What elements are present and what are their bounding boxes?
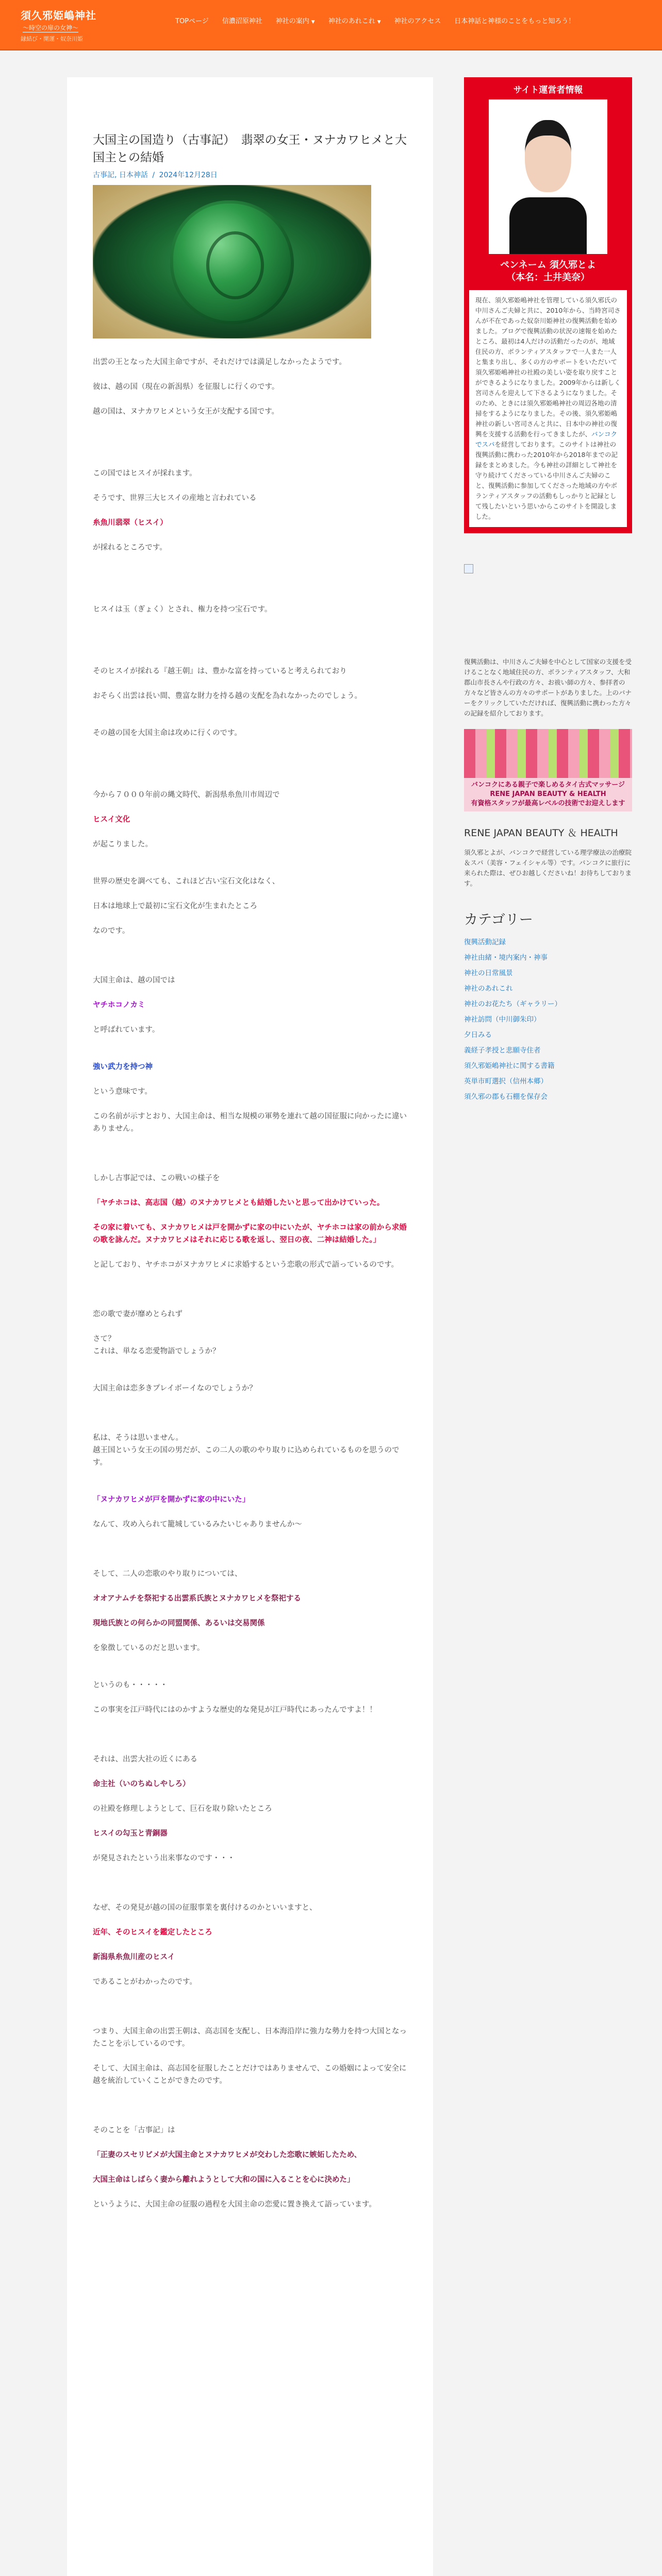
paragraph: 大国主命は恋多きプレイボーイなのでしょうか？ [93,1384,257,1393]
category-item[interactable]: 須久邪の郡も石棚を保存会 [464,1093,548,1101]
paragraph: が発見されたという出来事なのです・・・ [93,1854,235,1862]
paragraph: 私は、そうは思いません。 [93,1434,183,1442]
highlight-text: 現地氏族との何らかの同盟関係、あるいは交易関係 [93,1619,265,1628]
category-item[interactable]: 神社由緒・境内案内・神事 [464,954,548,962]
paragraph: が採れるところです。 [93,544,167,552]
highlight-text: ヒスイ文化 [93,816,130,824]
nav-item-access[interactable]: 神社のアクセス [394,18,441,25]
sidebar [464,77,632,1105]
paragraph: 越王国という女王の国の男だが、この二人の歌のやり取りに込められているものを思うのです。 [93,1446,400,1467]
profile-face [525,120,571,192]
profile-description: 現在、須久邪姫嶋神社を管理している須久邪氏の中川さんご夫婦と共に、2010年から、当時宮司さんが不在であった奴奈川姫神社の復興活動を始めました。ブログで復興活動の状況の速報を始めたところ、最初は4人だけの活動だったのが、地域住民の方、ボランティアスタッフで一人また一人と集まり出し、多くの方のサポートをいただいて須久邪姫嶋神社の社殿の美しい姿を取り戻すことができるようになりました。2009年からは新しく宮司さんを迎えして下さるようになりました。そのため、ときには須久邪姫嶋神社の周辺各地の清掃をするようになりました。その後、須久邪姫嶋神社の新しい宮司さんと共に、日本中の神社の復興を支援する活動を行ってきましたが、バンコクでスパを経営しております。このサイトは神社の復興活動に携わった2010年から2018年までの記録をまとめました。今も神社の詳細として神社を守り続けてくださっている中川さんご夫婦のこと、復興活動に参加してくださった地域の方やボランティアスタッフの活動もしっかりと記録として残したいという思いからこのサイトを開設しました。 [469,290,627,527]
profile-name: ペンネーム 須久邪とよ （本名：土井美奈） [500,260,596,283]
highlight-text: オオアナムチを祭祀する出雲系氏族とヌナカワヒメを祭祀する [93,1595,301,1603]
hero-image-jade [93,185,371,338]
paragraph: そのことを「古事記」は [93,2126,175,2134]
highlight-text: 近年、そのヒスイを鑑定したところ [93,1928,212,1937]
nav-item-mythology[interactable]: 日本神話と神様のことをもっと知ろう！ [454,18,575,25]
paragraph: それは、出雲大社の近くにある [93,1755,197,1764]
paragraph: というように、大国主命の征服の過程を大国主命の恋愛に置き換えて語っています。 [93,2200,376,2209]
chevron-down-icon: ▼ [377,20,381,25]
site-logo[interactable] [21,7,155,42]
paragraph: さて？ [93,1335,115,1343]
site-header [0,0,662,50]
nav-item-shrine[interactable]: 信濃沼原神社 [222,18,262,25]
paragraph: の社殿を修理しようとして、巨石を取り除いたところ [93,1805,272,1813]
paragraph: そうです、世界三大ヒスイの産地と言われている [93,494,257,502]
paragraph: この名前が示すとおり、大国主命は、相当な規模の軍勢を連れて越の国征服に向かったに違いありません。 [93,1112,407,1133]
highlight-text: 糸魚川翡翠（ヒスイ） [93,519,168,527]
nav-item-guide[interactable]: 神社の案内 ▼ [275,18,315,25]
profile-title: サイト運営者情報 [513,85,583,95]
paragraph: そして、大国主命は、高志国を征服したことだけではありませんで、この婚姻によって安全に越を統治していくことができたのです。 [93,2064,407,2085]
category-item[interactable]: 須久邪姫嶋神社に関する書籍 [464,1062,555,1070]
article-body [93,356,407,2211]
paragraph: 出雲の王となった大国主命ですが、それだけでは満足しなかったようです。 [93,358,346,366]
category-item[interactable]: 義経子孝授と悲願寺住者 [464,1046,541,1055]
category-item[interactable]: 神社のお花たち（ギャラリー） [464,1000,561,1008]
jade-stone-image [170,200,294,324]
quote-text: その家に着いても、ヌナカワヒメは戸を開かずに家の中にいたが、ヤチホコは家の前から求婚の歌を詠んだ。ヌナカワヒメはそれに応じる歌を返し、翌日の夜、二神は結婚した。」 [93,1224,407,1244]
category-item[interactable]: 復興活動記録 [464,938,506,946]
paragraph: と記しており、ヤチホコがヌナカワヒメに求婚するという恋歌の形式で語っているのです。 [93,1261,399,1269]
paragraph: この事実を江戸時代にはのかすような歴史的な発見が江戸時代にあったんですよ！！ [93,1706,377,1714]
profile-shirt [509,197,587,254]
nav-item-top[interactable]: TOPページ [175,18,209,25]
paragraph: 日本は地球上で最初に宝石文化が生まれたところ [93,902,257,910]
paragraph: ヒスイは玉（ぎょく）とされ、権力を持つ宝石です。 [93,605,272,614]
article-date[interactable]: 2024年12月28日 [159,171,218,179]
article-meta [93,170,407,180]
paragraph: その越の国を大国主命は攻めに行くのです。 [93,729,242,737]
quote-text: 「ヌナカワヒメが戸を開かずに家の中にいた」 [93,1496,250,1504]
paragraph: 世界の歴史を調べても、これほど古い宝石文化はなく、 [93,877,280,886]
category-item[interactable]: 神社の日常風景 [464,969,513,977]
highlight-text: 強い武力を持つ神 [93,1063,153,1071]
paragraph: これは、単なる恋愛物語でしょうか？ [93,1347,220,1355]
profile-photo [489,99,607,254]
paragraph: であることがわかったのです。 [93,1978,197,1986]
banner-text: バンコクにある親子で楽しめるタイ古式マッサージ RENE JAPAN BEAUTY & HEALTH 有資格スタッフが最高レベルの技術でお迎えします [471,781,625,807]
highlight-text: ヤチホコノカミ [93,1001,145,1009]
logo-main-text: 須久邪姫嶋神社 [21,9,96,22]
profile-widget [464,77,632,533]
spa-description: 須久邪とよが、バンコクで経営している理学療法の治療院＆スパ（美容・フェイシャル等）です。バンコクに旅行に来られた際は、ぜひお越しくださいね！お待ちしております。 [464,849,632,887]
category-item[interactable]: 夕日みる [464,1031,492,1039]
paragraph: しかし古事記では、この戦いの様子を [93,1174,220,1182]
article-categories[interactable]: 古事記, 日本神話 [93,171,148,179]
highlight-text: ヒスイの勾玉と青銅器 [93,1829,168,1838]
quote-text: 「ヤチホコは、高志国（越）のヌナカワヒメとも結婚したいと思って出かけていった。 [93,1199,385,1207]
spa-banner[interactable] [464,729,632,811]
category-item[interactable]: 英単市町選択（信州本郷） [464,1077,548,1086]
image-placeholder[interactable] [464,564,632,647]
paragraph: そして、二人の恋歌のやり取りについては、 [93,1570,242,1578]
main-content [67,77,433,2576]
category-item[interactable]: 神社訪問（中川御朱印） [464,1015,541,1024]
paragraph: つまり、大国主命の出雲王朝は、高志国を支配し、日本海沿岸に強力な勢力を持つ大国となったことを示しているのです。 [93,2027,407,2048]
category-list [464,935,632,1105]
paragraph: というのも・・・・・ [93,1681,168,1689]
main-nav [175,15,575,25]
chevron-down-icon: ▼ [311,20,315,25]
helper-text: 復興活動は、中川さんご夫婦を中心として国家の支援を受けることなく地域住民の方、ボランティアスタッフ、大和郡山市長さんや行政の方々、お祓い師の方々、参拝者の方々など皆さんの方々のサポートがありました。上のバナーをクリックしていただければ、復興活動に携わった方々の記録を紹介しております。 [464,658,632,717]
paragraph: が起こりました。 [93,840,153,849]
highlight-text: 新潟県糸魚川産のヒスイ [93,1953,175,1961]
highlight-text: 命主社（いのちぬしやしろ） [93,1780,190,1788]
paragraph: 今から７０００年前の縄文時代、新潟県糸魚川市周辺で [93,791,280,799]
category-title: カテゴリー [464,912,533,928]
broken-image-icon [464,564,473,573]
paragraph: 彼は、越の国（現在の新潟県）を征服しに行くのです。 [93,383,279,391]
quote-text: 「正妻のスセリビメが大国主命とヌナカワヒメが交わした恋歌に嫉妬したため、 [93,2151,362,2159]
paragraph: なんて、攻め入られて籠城しているみたいじゃありませんか～ [93,1520,302,1529]
paragraph: 大国主命は、越の国では [93,976,175,985]
paragraph: を象徴しているのだと思います。 [93,1644,205,1652]
paragraph: という意味です。 [93,1088,152,1096]
paragraph: この国ではヒスイが採れます。 [93,469,197,478]
paragraph: おそらく出雲は長い間、豊富な財力を持る越の支配を為れなかったのでしょう。 [93,692,362,700]
spa-title: RENE JAPAN BEAUTY ＆ HEALTH [464,827,618,839]
article [93,131,407,2211]
logo-subtitle: 縁結び・開運・奴奈川姫 [21,36,83,42]
banner-flower-image [464,729,632,778]
paragraph: なのです。 [93,927,130,935]
paragraph: と呼ばれています。 [93,1026,160,1034]
profile-link[interactable]: バンコクでスパ [475,430,618,448]
article-title: 大国主の国造り（古事記） 翡翠の女王・ヌナカワヒメと大国主との結婚 [93,133,407,164]
paragraph: 恋の歌で妻が靡めとられず [93,1310,183,1318]
category-item[interactable]: 神社のあれこれ [464,985,513,993]
paragraph: なぜ、その発見が越の国の征服事業を裏付けるのかといいますと、 [93,1904,317,1912]
nav-item-misc[interactable]: 神社のあれこれ ▼ [328,18,381,25]
paragraph: 越の国は、ヌナカワヒメという女王が支配する国です。 [93,408,279,416]
logo-tagline: ～時空の扉の女神～ [23,24,79,31]
paragraph: そのヒスイが採れる『越王朝』は、豊かな富を持っていると考えられており [93,667,347,675]
meta-separator: / [152,171,155,179]
quote-text: 大国主命はしばらく妻から離れようとして大和の国に入ることを心に決めた」 [93,2176,355,2184]
